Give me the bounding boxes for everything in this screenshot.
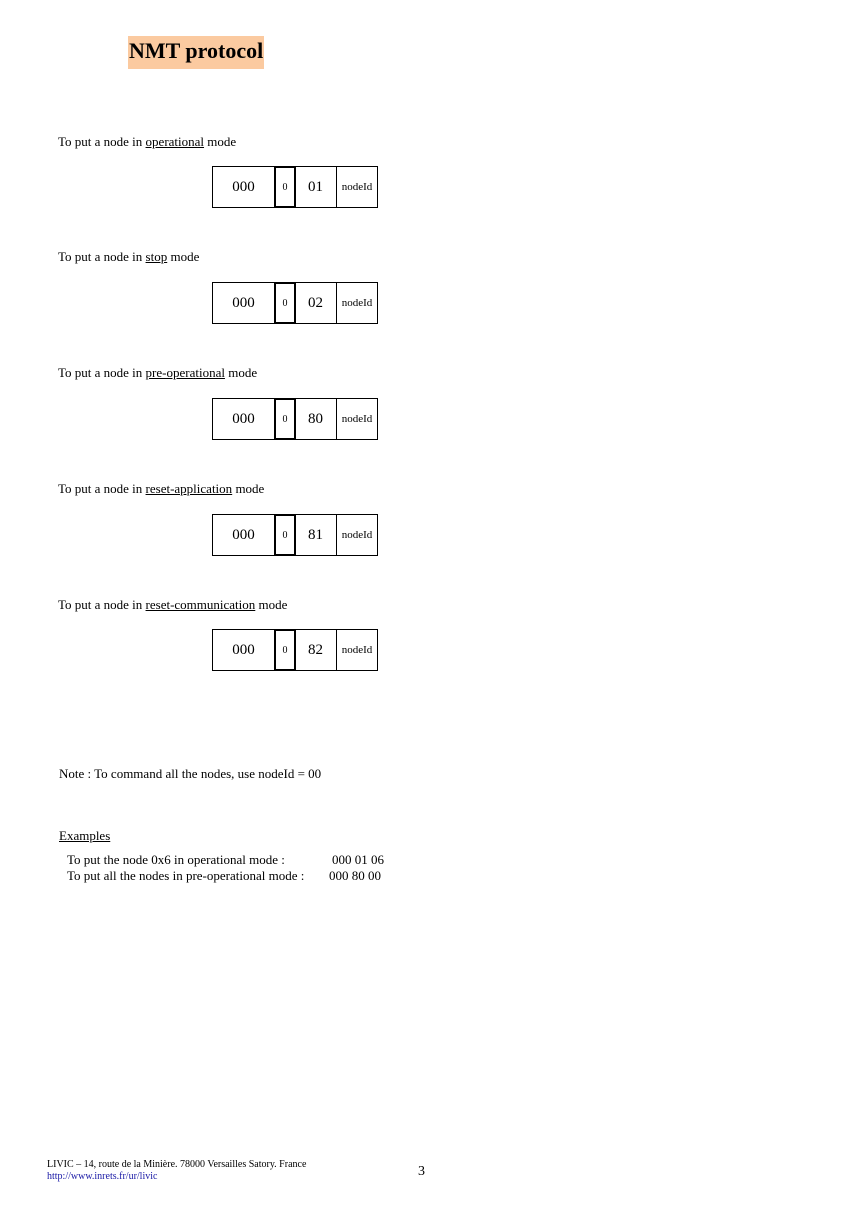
frame-rtr-bit: 0 <box>274 166 296 208</box>
section-suffix: mode <box>258 597 288 612</box>
section-pre-operational-text <box>58 365 257 381</box>
section-suffix: mode <box>228 365 258 380</box>
section-prefix: To put a node in <box>58 365 143 380</box>
frame-rtr-bit: 0 <box>274 514 296 556</box>
example-code: 000 01 06 <box>332 852 384 867</box>
example-item <box>67 852 384 868</box>
section-prefix: To put a node in <box>58 134 143 149</box>
frame-cob-id: 000 <box>212 166 275 208</box>
section-prefix: To put a node in <box>58 249 143 264</box>
frame-node-id: nodeId <box>336 629 378 671</box>
section-prefix: To put a node in <box>58 597 143 612</box>
frame-rtr-bit: 0 <box>274 282 296 324</box>
mode-name-reset-application: reset-application <box>145 481 233 496</box>
example-item <box>67 868 381 884</box>
frame-rtr-bit: 0 <box>274 398 296 440</box>
example-text: To put all the nodes in pre-operational mode : <box>67 868 305 883</box>
mode-name-reset-communication: reset-communication <box>145 597 256 612</box>
example-code: 000 80 00 <box>329 868 381 883</box>
example-text: To put the node 0x6 in operational mode : <box>67 852 285 867</box>
frame-node-id: nodeId <box>336 166 378 208</box>
frame-rtr-bit: 0 <box>274 629 296 671</box>
frame-node-id: nodeId <box>336 398 378 440</box>
nmt-frame-operational <box>212 166 378 208</box>
nmt-frame-reset-communication <box>212 629 378 671</box>
section-stop-text <box>58 249 199 265</box>
page-number: 3 <box>418 1164 425 1179</box>
nmt-frame-pre-operational <box>212 398 378 440</box>
frame-cob-id: 000 <box>212 629 275 671</box>
section-suffix: mode <box>170 249 200 264</box>
frame-cob-id: 000 <box>212 398 275 440</box>
section-operational-text <box>58 134 236 150</box>
nmt-frame-reset-application <box>212 514 378 556</box>
mode-name-pre-operational: pre-operational <box>145 365 225 380</box>
frame-node-id: nodeId <box>336 282 378 324</box>
nmt-frame-stop <box>212 282 378 324</box>
frame-command: 80 <box>295 398 337 440</box>
frame-command: 01 <box>295 166 337 208</box>
frame-command: 81 <box>295 514 337 556</box>
section-suffix: mode <box>207 134 237 149</box>
section-reset-communication-text <box>58 597 287 613</box>
section-prefix: To put a node in <box>58 481 143 496</box>
footer-link[interactable]: http://www.inrets.fr/ur/livic <box>47 1171 158 1182</box>
examples-heading: Examples <box>59 828 111 843</box>
footer-address: LIVIC – 14, route de la Minière. 78000 Versailles Satory. France <box>47 1159 307 1170</box>
note-text: Note : To command all the nodes, use nodeId = 00 <box>59 766 322 781</box>
frame-cob-id: 000 <box>212 282 275 324</box>
mode-name-stop: stop <box>145 249 168 264</box>
section-reset-application-text <box>58 481 264 497</box>
frame-node-id: nodeId <box>336 514 378 556</box>
mode-name-operational: operational <box>145 134 205 149</box>
frame-command: 02 <box>295 282 337 324</box>
frame-command: 82 <box>295 629 337 671</box>
section-suffix: mode <box>235 481 265 496</box>
frame-cob-id: 000 <box>212 514 275 556</box>
page-title: NMT protocol <box>128 36 264 69</box>
